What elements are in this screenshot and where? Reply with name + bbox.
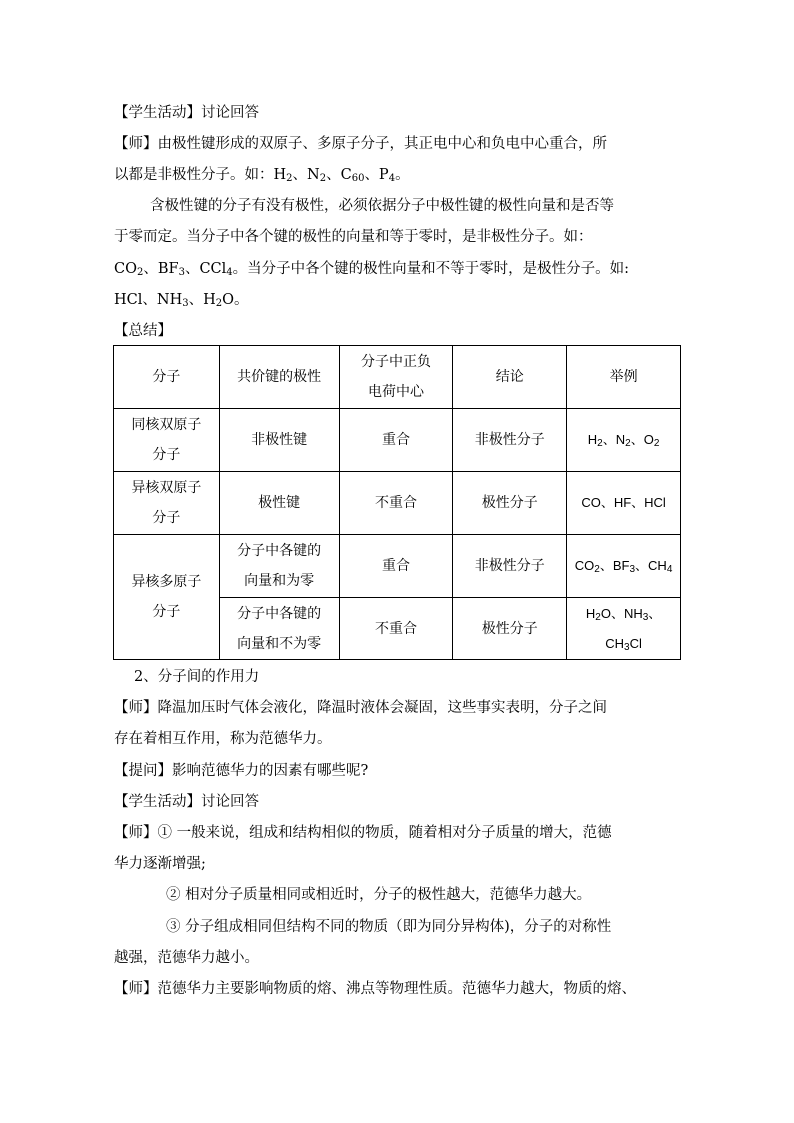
example-cell: CO、HF、HCl [567,472,681,535]
summary-table [113,345,681,660]
table-header-row [114,346,681,409]
conclusion-cell: 极性分子 [453,472,567,535]
teacher-paragraph-3: 【师】降温加压时气体会液化，降温时液体会凝固，这些事实表明，分子之间 [114,700,607,716]
paragraph-2: 含极性键的分子有没有极性，必须依据分子中极性键的极性向量和是否等 [150,198,614,214]
teacher-paragraph-1: 【师】由极性键形成的双原子、多原子分子，其正电中心和负电中心重合，所 [114,136,607,152]
teacher-point-1: 【师】① 一般来说，组成和结构相似的物质，随着相对分子质量的增大，范德 [114,825,612,841]
question-line: 【提问】影响范德华力的因素有哪些呢? [114,763,369,779]
header-cell: 分子中正负 电荷中心 [339,346,453,409]
molecule-type-cell: 异核双原子 分子 [114,472,220,535]
table-row [114,409,681,472]
section-heading: 2、分子间的作用力 [134,669,260,685]
paragraph-2-examples-cont: HCl、$NH_3$、$H_2O$。 [114,292,249,309]
bond-polarity-cell: 分子中各键的 向量和为零 [219,535,339,598]
table-row [114,535,681,598]
bond-polarity-cell: 极性键 [219,472,339,535]
bond-polarity-cell: 分子中各键的 向量和不为零 [219,598,339,660]
teacher-point-3-cont: 越强，范德华力越小。 [114,950,259,966]
summary-heading: 【总结】 [114,323,172,339]
paragraph-2-cont: 于零而定。当分子中各个键的极性的向量和等于零时，是非极性分子。如： [114,229,593,245]
molecule-type-cell: 异核多原子 分子 [114,535,220,660]
charge-center-cell: 不重合 [339,472,453,535]
charge-center-cell: 不重合 [339,598,453,660]
conclusion-cell: 非极性分子 [453,409,567,472]
teacher-paragraph-1-cont: 以都是非极性分子。如：$H_2$、$N_2$、$C_{60}$、$P_4$。 [114,167,410,184]
example-cell: $H_2$、$N_2$、$O_2$ [567,409,681,472]
conclusion-cell: 极性分子 [453,598,567,660]
table-row [114,472,681,535]
student-activity-line: 【学生活动】讨论回答 [114,105,259,121]
bond-polarity-cell: 非极性键 [219,409,339,472]
teacher-point-2: ② 相对分子质量相同或相近时，分子的极性越大，范德华力越大。 [166,887,592,903]
teacher-paragraph-3-cont: 存在着相互作用，称为范德华力。 [114,731,332,747]
charge-center-cell: 重合 [339,535,453,598]
conclusion-cell: 非极性分子 [453,535,567,598]
teacher-paragraph-4: 【师】范德华力主要影响物质的熔、沸点等物理性质。范德华力越大，物质的熔、 [114,981,636,997]
teacher-point-1-cont: 华力逐渐增强; [114,856,206,872]
molecule-type-cell: 同核双原子 分子 [114,409,220,472]
teacher-point-3: ③ 分子组成相同但结构不同的物质（即为同分异构体)，分子的对称性 [166,919,612,935]
example-cell: $H_2O$、$NH_3$、 $CH_3Cl$ [567,598,681,660]
student-activity-line: 【学生活动】讨论回答 [114,794,259,810]
header-cell: 结论 [453,346,567,409]
example-cell: $CO_2$、$BF_3$、$CH_4$ [567,535,681,598]
header-cell: 举例 [567,346,681,409]
header-cell: 共价键的极性 [219,346,339,409]
charge-center-cell: 重合 [339,409,453,472]
paragraph-2-examples: $CO_2$、$BF_3$、CCl$_4$。当分子中各个键的极性向量和不等于零时，是极性分子。如: [114,261,630,278]
header-cell: 分子 [114,346,220,409]
